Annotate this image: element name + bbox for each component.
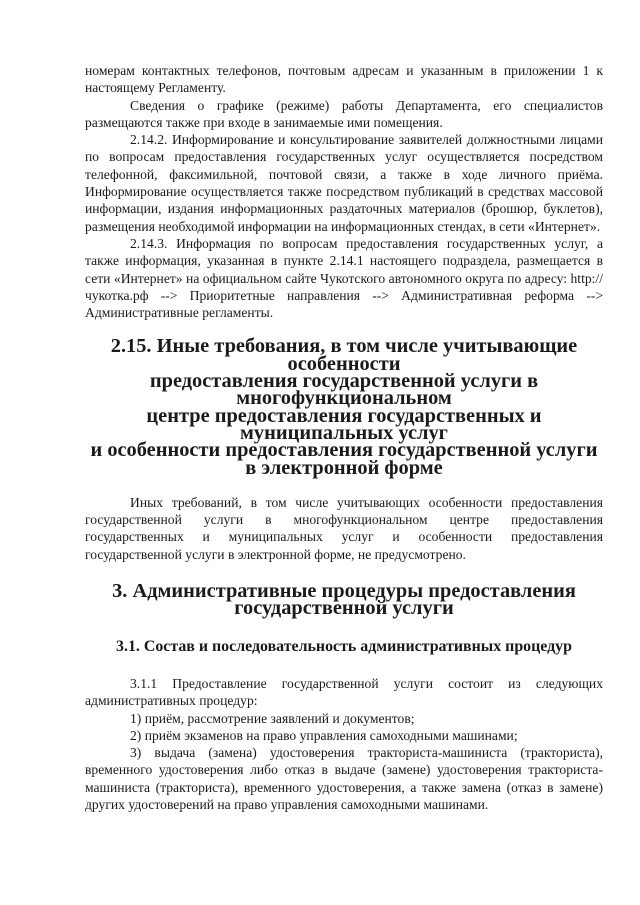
paragraph-schedule: Сведения о графике (режиме) работы Департамента, его специалистов размещаются также при входе в занимаемые ими помещения. xyxy=(85,97,603,130)
heading-2-15-line-4: и особенности предоставления государственной услуги xyxy=(90,439,598,462)
paragraph-contacts-continuation: номерам контактных телефонов, почтовым адресам и указанным в приложении 1 к настоящему Регламенту. xyxy=(85,63,603,96)
section-heading-3-1: 3.1. Состав и последовательность административных процедур xyxy=(116,637,572,655)
paragraph-2-14-3: 2.14.3. Информация по вопросам предоставления государственных услуг, а также информация, указанная в пункте 2.14.1 настоящего подраздела, размещается в сети «Интернет» на официальном сайте Чукотского автономного округа по адресу: http://чукотка.рф --> Приоритетные направления --> Административная реформа --> Административные регламенты. xyxy=(85,235,603,321)
list-item: 2) приём экзаменов на право управления самоходными машинами; xyxy=(130,727,518,743)
paragraph-2-15: Иных требований, в том числе учитывающих особенности предоставления государственной услуги в многофункциональном центре предоставления государственных и муниципальных услуг и особенности предоставления государственной услуги в электронной форме, не предусмотрено. xyxy=(85,494,603,562)
paragraph-2-14-2: 2.14.2. Информирование и консультирование заявителей должностными лицами по вопросам предоставления государственных услуг осуществляется посредством телефонной, факсимильной, почтовой связи, а также в ходе личного приёма. Информирование осуществляется также посредством публикаций в средствах массовой информации, издания информационных раздаточных материалов (брошюр, буклетов), размещения необходимой информации на информационных стендах, в сети «Интернет». xyxy=(85,132,603,234)
document-page xyxy=(85,62,603,813)
heading-2-15-line-2: предоставления государственной услуги в многофункциональном xyxy=(149,370,539,410)
paragraph-3-1-1: 3.1.1 Предоставление государственной услуги состоит из следующих административных процедур: xyxy=(85,675,603,709)
heading-2-15-line-1: 2.15. Иные требования, в том числе учитывающие особенности xyxy=(110,335,578,375)
heading-2-15-line-3: центре предоставления государственных и муниципальных услуг xyxy=(146,404,542,444)
spacer xyxy=(85,618,603,638)
spacer xyxy=(85,655,603,675)
section-heading-3: 3. Административные процедуры предоставления государственной услуги xyxy=(112,580,576,620)
list-item: 1) приём, рассмотрение заявлений и документов; xyxy=(130,710,415,726)
section-heading-2-15 xyxy=(85,335,603,479)
spacer xyxy=(85,477,603,494)
heading-2-15-line-5: в электронной форме xyxy=(245,456,443,479)
list-item: 3) выдача (замена) удостоверения тракториста-машиниста (тракториста), временного удостоверения либо отказ в выдаче (замене) удостоверения тракториста-машиниста (тракториста), временного удостоверения, а также замена (отказ в замене) других удостоверений на право управления самоходными машинами. xyxy=(85,745,603,812)
